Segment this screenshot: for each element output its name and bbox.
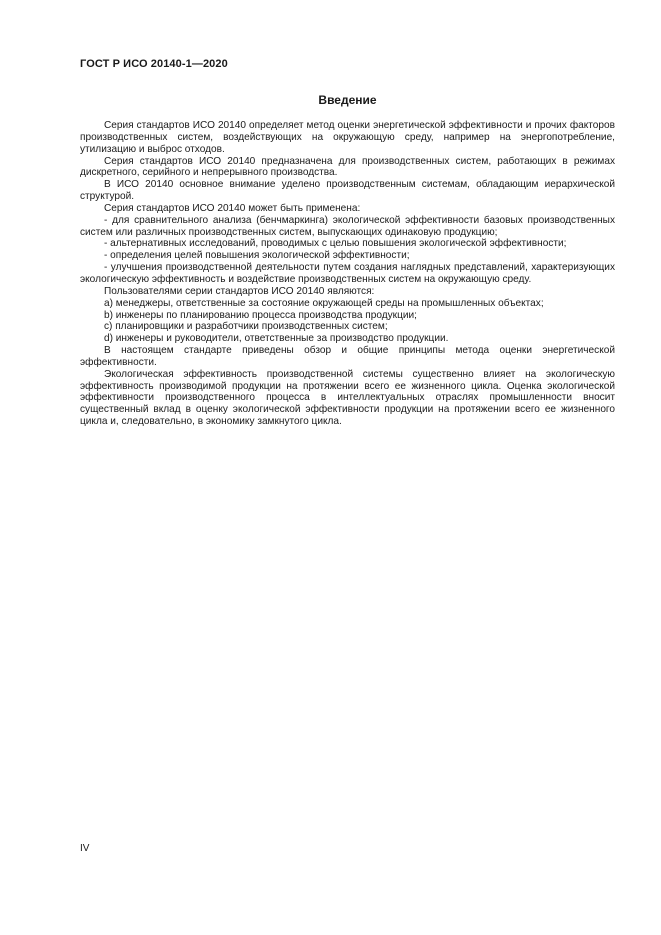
page-number: IV: [80, 843, 90, 854]
paragraph: Серия стандартов ИСО 20140 может быть применена:: [104, 202, 361, 214]
paragraph: Серия стандартов ИСО 20140 предназначена для производственных систем, работающих в режимах дискретного, серийного и непрерывного производства.: [80, 155, 615, 179]
paragraph: Пользователями серии стандартов ИСО 20140 являются:: [104, 285, 375, 297]
list-item: d) инженеры и руководители, ответственные за производство продукции.: [104, 333, 449, 345]
paragraph: Экологическая эффективность производственной системы существенно влияет на экологическую эффективность производимой продукции на протяжении всего ее жизненного цикла. Оценка экологической эффективности производственного процесса в интеллектуальных отраслях промышленности вносит существенный вклад в оценку экологической эффективности продукции на протяжении всего ее жизненного цикла и, следовательно, в экономику замкнутого цикла.: [80, 368, 615, 428]
standard-code-header: ГОСТ Р ИСО 20140-1—2020: [80, 58, 228, 70]
paragraph: В настоящем стандарте приведены обзор и общие принципы метода оценки энергетической эффективности.: [80, 345, 615, 368]
list-item: - улучшения производственной деятельности путем создания наглядных представлений, характеризующих экологическую эффективность и воздействие производственных систем на окружающую среду.: [80, 262, 615, 285]
paragraph: Серия стандартов ИСО 20140 определяет метод оценки энергетической эффективности и прочих факторов производственных систем, воздействующих на окружающую среду, например на энергопотребление, утилизацию и выброс отходов.: [80, 120, 615, 155]
section-title: Введение: [318, 93, 377, 107]
list-item: - для сравнительного анализа (бенчмаркинга) экологической эффективности базовых производственных систем или различных производственных систем, выпускающих одинаковую продукцию;: [80, 214, 615, 238]
list-item: b) инженеры по планированию процесса производства продукции;: [104, 309, 417, 321]
list-item: - определения целей повышения экологической эффективности;: [104, 250, 410, 262]
body-text: [80, 120, 615, 428]
list-item: c) планировщики и разработчики производственных систем;: [104, 321, 388, 333]
list-item: - альтернативных исследований, проводимых с целью повышения экологической эффективности;: [104, 238, 567, 250]
paragraph: В ИСО 20140 основное внимание уделено производственным системам, обладающим иерархической структурой.: [80, 179, 615, 203]
list-item: a) менеджеры, ответственные за состояние окружающей среды на промышленных объектах;: [104, 297, 544, 309]
